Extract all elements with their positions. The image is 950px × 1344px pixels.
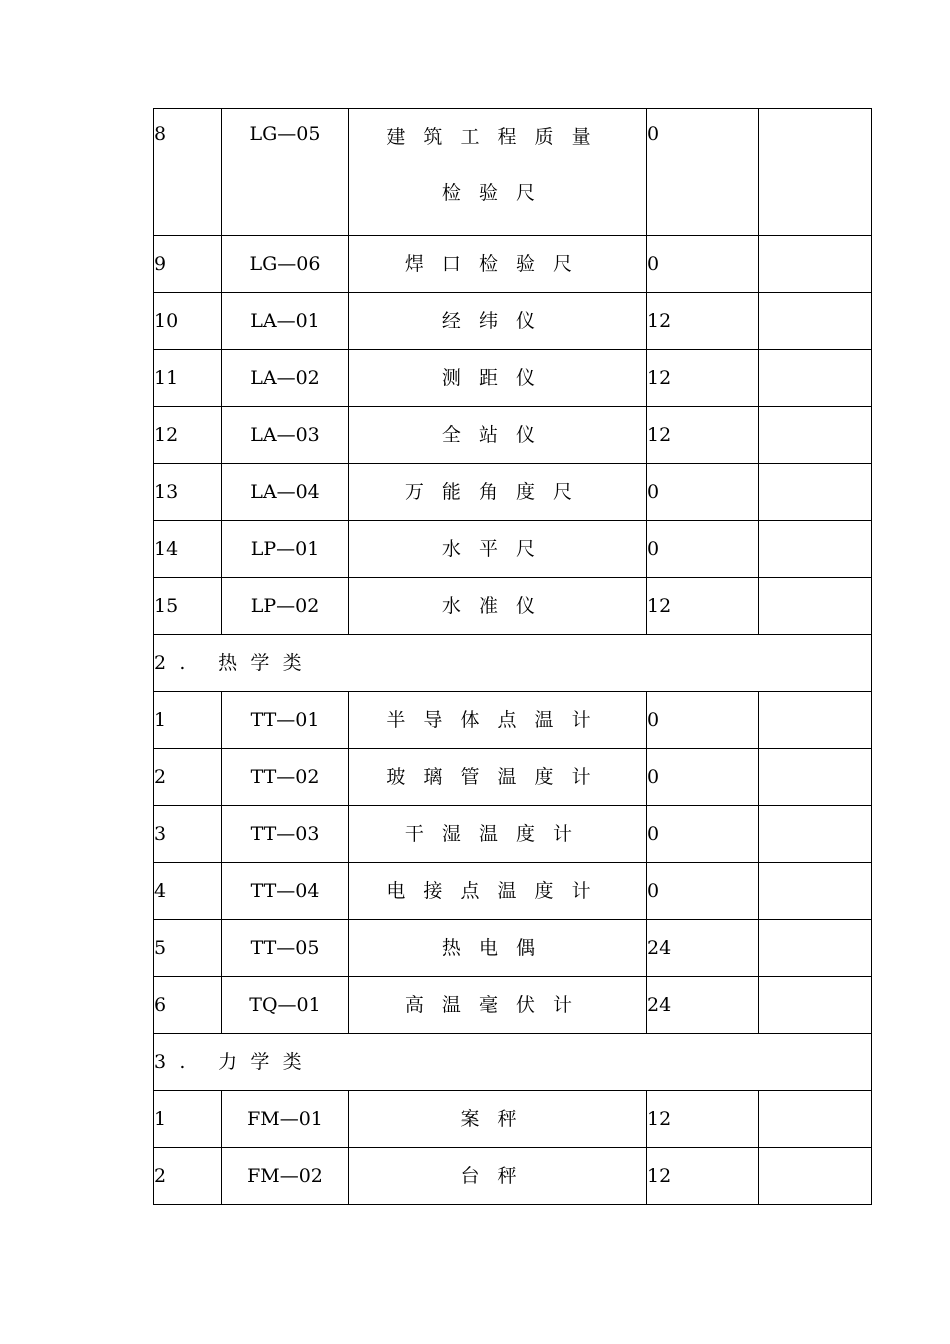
remark-cell [759, 1091, 872, 1148]
table-row [154, 350, 872, 407]
instrument-code: LA—02 [222, 350, 349, 407]
row-number: 13 [154, 464, 222, 521]
row-number: 2 [154, 749, 222, 806]
table-row [154, 806, 872, 863]
instrument-name: 玻璃管温度计 [349, 749, 647, 806]
row-number: 3 [154, 806, 222, 863]
calibration-cycle: 0 [647, 236, 759, 293]
table-row [154, 464, 872, 521]
remark-cell [759, 293, 872, 350]
calibration-cycle: 0 [647, 464, 759, 521]
instrument-name-line2: 检验尺 [441, 182, 554, 204]
section-heading-mechanics: 3. 力学类 [154, 1034, 872, 1091]
calibration-cycle: 12 [647, 1148, 759, 1205]
section-row-mechanics [154, 1034, 872, 1091]
remark-cell [759, 407, 872, 464]
instrument-name-line1: 建筑工程质量 [386, 126, 609, 148]
remark-cell [759, 521, 872, 578]
row-number: 12 [154, 407, 222, 464]
instrument-code: TQ—01 [222, 977, 349, 1034]
calibration-cycle: 0 [647, 521, 759, 578]
calibration-cycle: 0 [647, 863, 759, 920]
table-row [154, 293, 872, 350]
calibration-cycle: 12 [647, 407, 759, 464]
calibration-cycle: 12 [647, 293, 759, 350]
instrument-table [153, 108, 872, 1205]
instrument-code: FM—01 [222, 1091, 349, 1148]
instrument-name: 案秤 [349, 1091, 647, 1148]
instrument-name: 高温毫伏计 [349, 977, 647, 1034]
instrument-code: LA—03 [222, 407, 349, 464]
instrument-code: LP—02 [222, 578, 349, 635]
row-number: 8 [154, 109, 222, 236]
instrument-name: 经纬仪 [349, 293, 647, 350]
remark-cell [759, 692, 872, 749]
instrument-code: TT—03 [222, 806, 349, 863]
row-number: 2 [154, 1148, 222, 1205]
table-row [154, 863, 872, 920]
instrument-name: 万能角度尺 [349, 464, 647, 521]
row-number: 10 [154, 293, 222, 350]
row-number: 5 [154, 920, 222, 977]
calibration-cycle: 24 [647, 920, 759, 977]
instrument-name: 干湿温度计 [349, 806, 647, 863]
instrument-code: FM—02 [222, 1148, 349, 1205]
remark-cell [759, 863, 872, 920]
row-number: 4 [154, 863, 222, 920]
remark-cell [759, 578, 872, 635]
remark-cell [759, 977, 872, 1034]
instrument-code: TT—01 [222, 692, 349, 749]
calibration-cycle: 12 [647, 350, 759, 407]
table-row [154, 109, 872, 236]
table-row [154, 1091, 872, 1148]
remark-cell [759, 109, 872, 236]
table-row [154, 977, 872, 1034]
row-number: 14 [154, 521, 222, 578]
calibration-cycle: 0 [647, 806, 759, 863]
calibration-cycle: 12 [647, 1091, 759, 1148]
table-row [154, 749, 872, 806]
remark-cell [759, 350, 872, 407]
table-row [154, 578, 872, 635]
row-number: 15 [154, 578, 222, 635]
instrument-code: TT—02 [222, 749, 349, 806]
instrument-name: 全站仪 [349, 407, 647, 464]
remark-cell [759, 749, 872, 806]
table-row [154, 521, 872, 578]
remark-cell [759, 920, 872, 977]
instrument-code: TT—05 [222, 920, 349, 977]
instrument-name: 水平尺 [349, 521, 647, 578]
table-row [154, 1148, 872, 1205]
calibration-cycle: 0 [647, 692, 759, 749]
calibration-cycle: 0 [647, 749, 759, 806]
calibration-cycle: 12 [647, 578, 759, 635]
instrument-code: LA—04 [222, 464, 349, 521]
row-number: 6 [154, 977, 222, 1034]
instrument-name: 热电偶 [349, 920, 647, 977]
instrument-name: 测距仪 [349, 350, 647, 407]
table-row [154, 692, 872, 749]
section-heading-thermal: 2. 热学类 [154, 635, 872, 692]
row-number: 1 [154, 1091, 222, 1148]
row-number: 11 [154, 350, 222, 407]
instrument-name: 台秤 [349, 1148, 647, 1205]
remark-cell [759, 1148, 872, 1205]
remark-cell [759, 464, 872, 521]
instrument-name: 半导体点温计 [349, 692, 647, 749]
instrument-code: LG—05 [222, 109, 349, 236]
table-row [154, 920, 872, 977]
section-row-thermal [154, 635, 872, 692]
instrument-code: TT—04 [222, 863, 349, 920]
instrument-name: 水准仪 [349, 578, 647, 635]
table-row [154, 407, 872, 464]
instrument-code: LA—01 [222, 293, 349, 350]
instrument-code: LP—01 [222, 521, 349, 578]
row-number: 1 [154, 692, 222, 749]
instrument-name [349, 109, 647, 236]
row-number: 9 [154, 236, 222, 293]
table-row [154, 236, 872, 293]
instrument-name: 电接点温度计 [349, 863, 647, 920]
remark-cell [759, 806, 872, 863]
calibration-cycle: 0 [647, 109, 759, 236]
instrument-code: LG—06 [222, 236, 349, 293]
calibration-cycle: 24 [647, 977, 759, 1034]
remark-cell [759, 236, 872, 293]
instrument-name: 焊口检验尺 [349, 236, 647, 293]
